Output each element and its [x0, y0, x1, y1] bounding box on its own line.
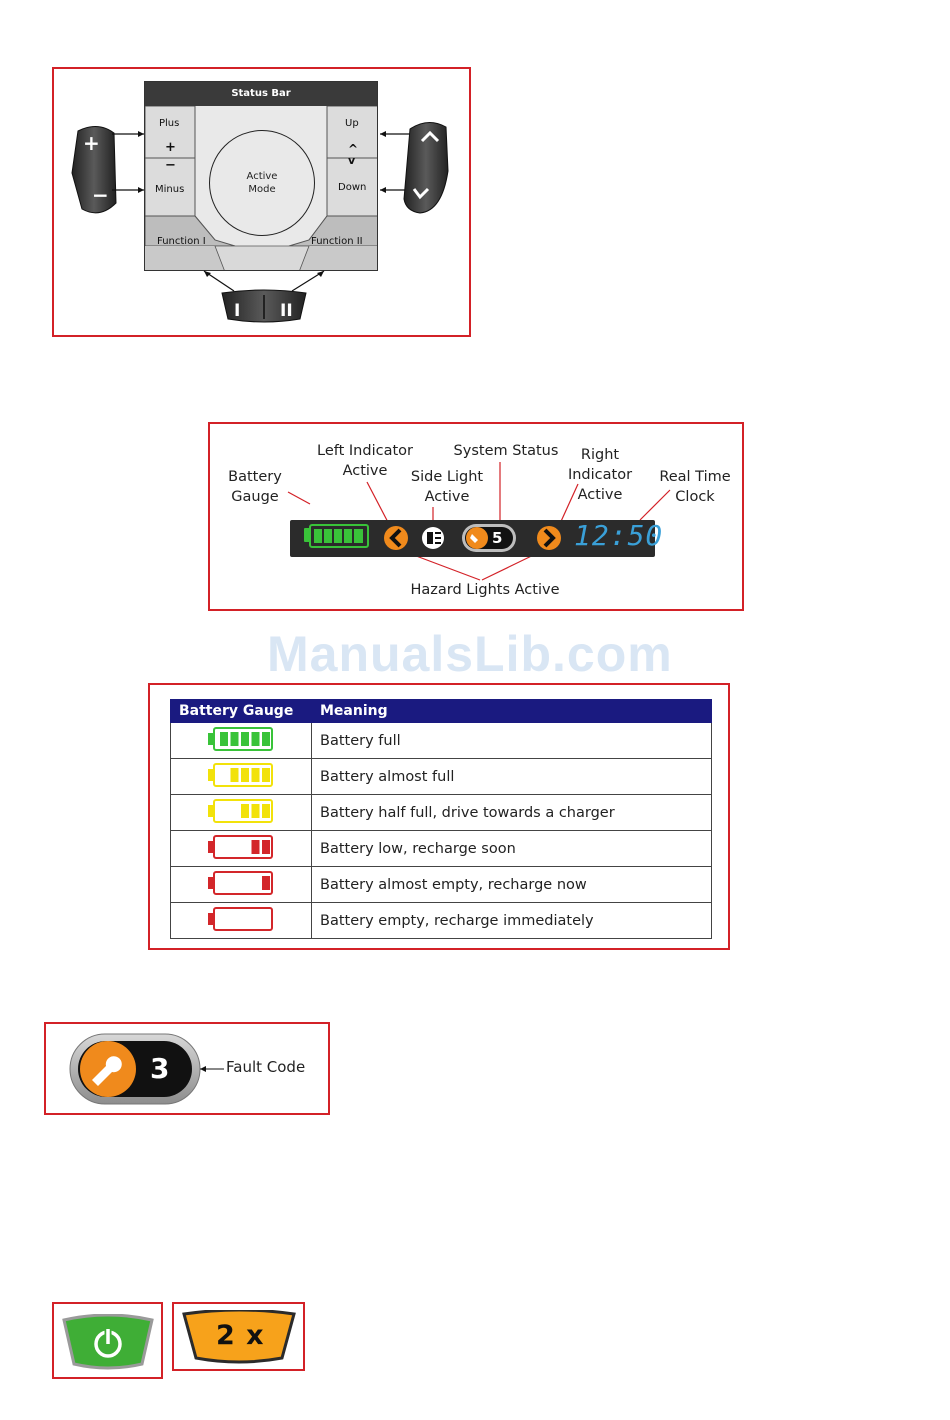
left-indicator-label-l1: Left Indicator: [317, 443, 413, 459]
fault-code-label: Fault Code: [226, 1058, 306, 1076]
clock-label-l2: Clock: [675, 489, 715, 505]
table-row: [171, 867, 712, 903]
status-bar-display: [290, 519, 664, 557]
battery-segment: [262, 804, 270, 818]
status-bar-figure: [208, 422, 744, 611]
table-row: [171, 723, 712, 759]
battery-gauge-icon: [206, 833, 276, 861]
table-row: [171, 759, 712, 795]
double-press-figure: [172, 1302, 305, 1371]
active-mode-circle: [209, 130, 315, 236]
up-down-button[interactable]: [398, 119, 454, 219]
battery-segment: [252, 768, 260, 782]
system-status-label: System Status: [453, 443, 559, 459]
arrow-lines-left: [110, 127, 146, 197]
battery-icon-cell: [171, 867, 312, 903]
meaning-cell: Battery half full, drive towards a charger: [312, 795, 712, 831]
battery-gauge-icon: [206, 905, 276, 933]
battery-segment: [231, 732, 239, 746]
meaning-cell: Battery low, recharge soon: [312, 831, 712, 867]
battery-gauge-label-l1: Battery: [228, 469, 282, 485]
meaning-cell: Battery empty, recharge immediately: [312, 903, 712, 939]
header-battery-gauge: Battery Gauge: [171, 700, 312, 723]
battery-gauge-table-figure: [148, 683, 730, 950]
meaning-cell: Battery almost full: [312, 759, 712, 795]
battery-gauge-table: [170, 699, 712, 939]
function1-label: Function I: [157, 236, 206, 247]
battery-gauge-icon: [206, 869, 276, 897]
power-button[interactable]: [62, 1314, 154, 1370]
table-row: [171, 903, 712, 939]
battery-segment: [262, 840, 270, 854]
keypad-display: [144, 81, 378, 271]
battery-gauge-icon: [206, 761, 276, 789]
clock-label-l1: Real Time: [659, 469, 731, 485]
down-symbol: v: [348, 154, 356, 167]
right-indicator-label-l3: Active: [577, 487, 623, 503]
battery-segment: [241, 732, 249, 746]
battery-segment: [252, 732, 260, 746]
function2-button-label[interactable]: II: [280, 301, 293, 321]
battery-segment: [241, 768, 249, 782]
header-meaning: Meaning: [312, 700, 712, 723]
table-row: [171, 795, 712, 831]
hazard-lights-label: Hazard Lights Active: [410, 582, 560, 598]
power-button-figure: [52, 1302, 163, 1379]
minus-symbol: −: [165, 158, 176, 173]
keypad-figure: [52, 67, 471, 337]
battery-gauge-icon: [206, 797, 276, 825]
meaning-cell: Battery full: [312, 723, 712, 759]
battery-icon-cell: [171, 903, 312, 939]
battery-icon-cell: [171, 759, 312, 795]
plus-icon: +: [83, 131, 100, 155]
function2-label: Function II: [311, 236, 363, 247]
minus-icon: −: [92, 183, 109, 207]
up-label: Up: [345, 118, 359, 129]
function-button-arrows: [174, 267, 354, 329]
table-row: [171, 831, 712, 867]
up-symbol: ^: [348, 142, 359, 156]
minus-label: Minus: [155, 184, 185, 195]
battery-segment: [262, 732, 270, 746]
plus-label: Plus: [159, 118, 180, 129]
battery-icon-cell: [171, 723, 312, 759]
active-mode-line1: Active: [246, 171, 278, 182]
system-status-code: 5: [492, 529, 503, 547]
battery-gauge-label-l2: Gauge: [231, 489, 279, 505]
battery-segment: [262, 768, 270, 782]
side-light-label-l1: Side Light: [410, 469, 484, 485]
table-header-row: [171, 700, 712, 723]
battery-segment: [262, 876, 270, 890]
fault-code-figure: [44, 1022, 330, 1115]
watermark: ManualsLib.com: [267, 626, 673, 682]
real-time-clock: 12:50: [574, 519, 664, 552]
down-label: Down: [338, 182, 367, 193]
meaning-cell: Battery almost empty, recharge now: [312, 867, 712, 903]
plus-symbol: +: [165, 140, 176, 155]
battery-gauge-icon: [206, 725, 276, 753]
side-light-label-l2: Active: [424, 489, 470, 505]
battery-segment: [252, 840, 260, 854]
right-indicator-label-l1: Right: [580, 447, 620, 463]
fault-code-icon: [68, 1032, 228, 1108]
active-mode-line2: Mode: [248, 184, 276, 195]
right-indicator-label-l2: Indicator: [567, 467, 633, 483]
battery-segment: [252, 804, 260, 818]
battery-icon-cell: [171, 795, 312, 831]
left-indicator-label-l2: Active: [342, 463, 388, 479]
battery-segment: [231, 768, 239, 782]
function1-button-label[interactable]: I: [234, 301, 241, 321]
status-bar-label: Status Bar: [145, 82, 377, 106]
battery-segment: [241, 804, 249, 818]
fault-code-value: 3: [150, 1052, 170, 1085]
double-press-label: 2 x: [216, 1320, 265, 1351]
battery-segment: [220, 732, 228, 746]
table-body: [171, 723, 712, 939]
battery-icon-cell: [171, 831, 312, 867]
